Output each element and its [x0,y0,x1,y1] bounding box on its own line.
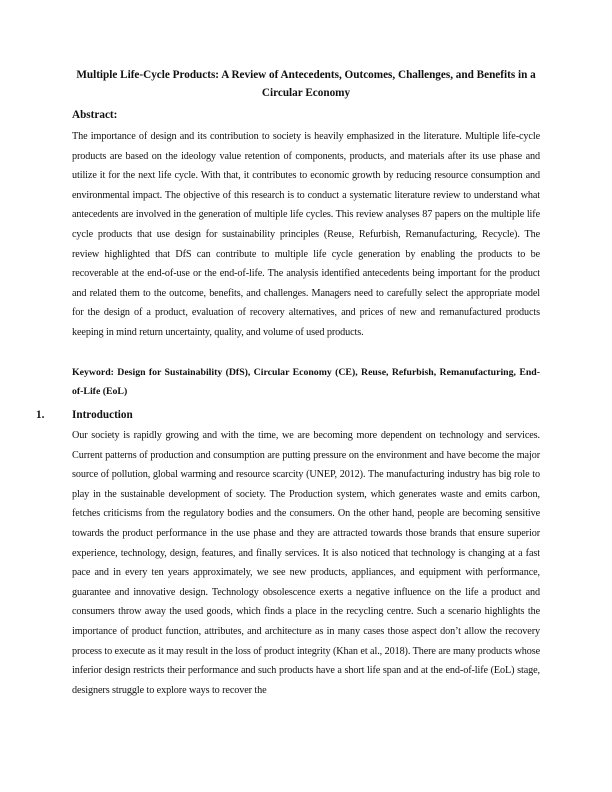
section-title: Introduction [72,409,133,421]
section-heading-introduction [36,408,133,422]
keywords-label: Keyword: [72,367,114,378]
abstract-text: The importance of design and its contribution to society is heavily emphasized in the literature. Multiple life-cycle products are based on the ideology value retention of components, products, and materials after its use phase and utilize it for the next life cycle. With that, it contributes to economic growth by reducing resource consumption and environmental impact. The objective of this research is to conduct a systematic literature review to understand what antecedents are involved in the generation of multiple life cycles. This review analyses 87 papers on the multiple life cycle products that use design for sustainability principles (Reuse, Refurbish, Remanufacturing, Recycle). The review highlighted that DfS can contribute to multiple life cycle generation by enabling the products to be recoverable at the end-of-use or the end-of-life. The analysis identified antecedents being important for the product and related them to the outcome, benefits, and challenges. Managers need to carefully select the appropriate model for the design of a product, evaluation of recovery alternatives, and prices of new and remanufactured products keeping in mind return uncertainty, quality, and volume of used products. [72,131,540,338]
keywords-text: Design for Sustainability (DfS), Circular Economy (CE), Reuse, Refurbish, Remanufacturing, End-of-Life (EoL) [72,367,541,397]
abstract-heading: Abstract: [72,109,118,121]
paper-title: Multiple Life-Cycle Products: A Review of Antecedents, Outcomes, Challenges, and Benefits in a Circular Economy [76,69,536,99]
introduction-text: Our society is rapidly growing and with the time, we are becoming more dependent on technology and services. Current patterns of production and consumption are putting pressure on the environment and have become the major source of pollution, global warming and resource scarcity (UNEP, 2012). The manufacturing industry has big role to play in the sustainable development of society. The Production system, which generates waste and emits carbon, fetches criticisms from the regulatory bodies and the consumers. On the other hand, people are becoming sensitive towards the product performance in the use phase and they are attracted towards those brands that ensure superior experience, technology, design, features, and finally services. It is also noticed that technology is changing at a fast pace and in every ten years approximately, we see new products, appliances, and equipment with performance, guarantee and innovative design. Technology obsolescence exerts a negative influence on the life a product and consumers throw away the used goods, which finds a place in the recycling centre. Such a scenario highlights the importance of product function, attributes, and architecture as in many cases those aspect don’t allow the recovery process to execute as it may result in the loss of product integrity (Khan et al., 2018). There are many products whose inferior design restricts their performance and such products have a short life span and at the end-of-life (EoL) stage, designers struggle to explore ways to recover the [72,430,540,696]
section-number: 1. [36,409,45,421]
keywords-line [72,363,540,401]
